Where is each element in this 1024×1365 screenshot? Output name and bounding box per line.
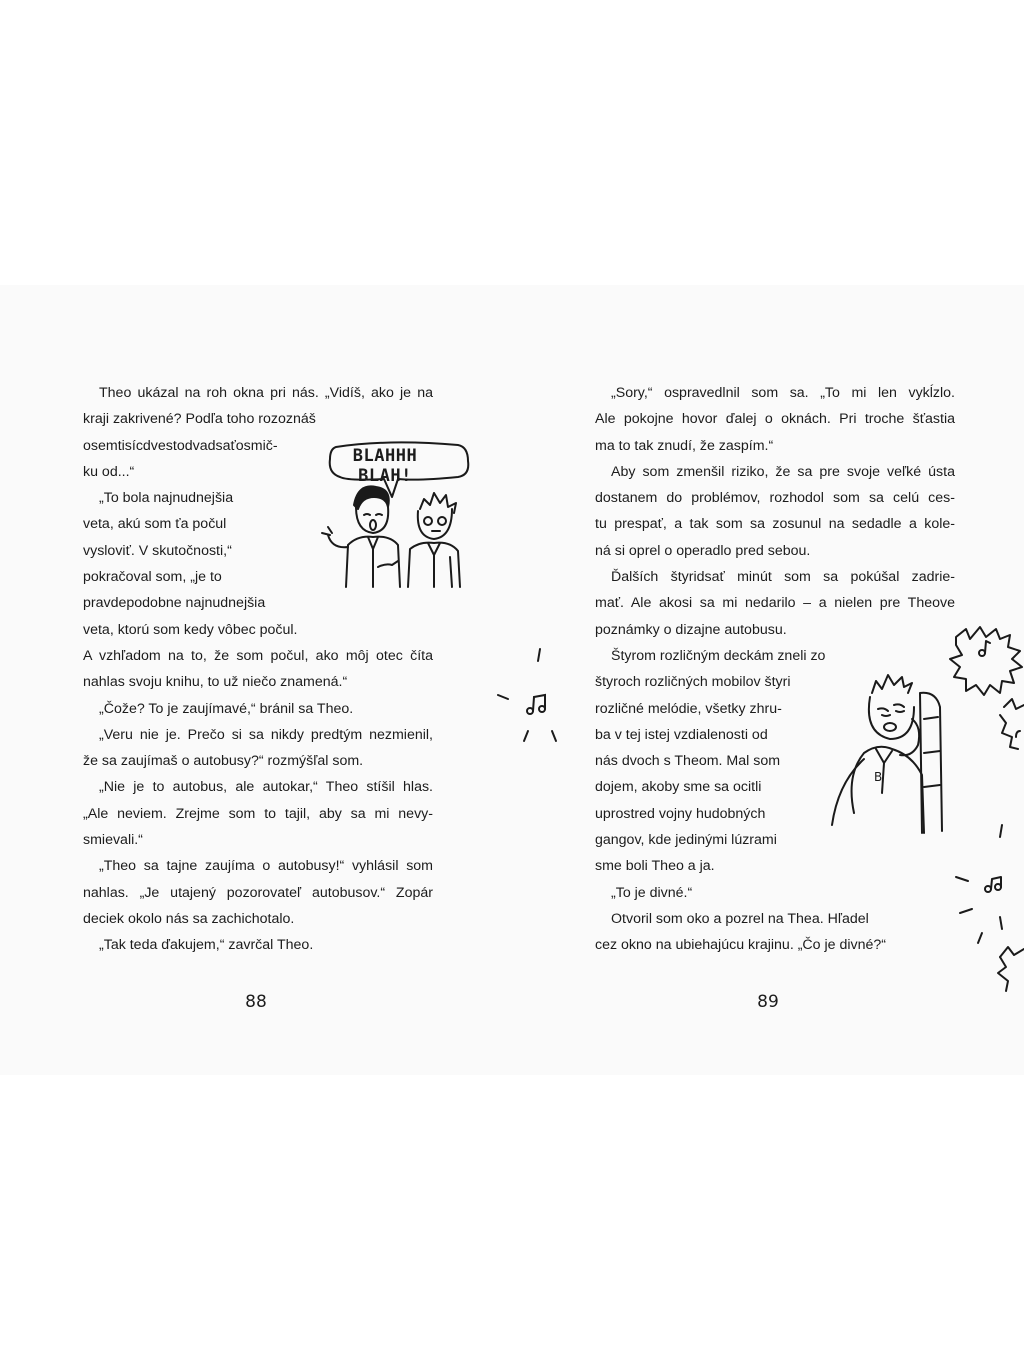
- page-number-left: 88: [245, 992, 267, 1012]
- text-line: Štyrom rozličným deckám zneli zo: [611, 647, 826, 664]
- talking-boys-illustration: [318, 437, 478, 597]
- text-line: dojem, akoby sme sa ocitli: [595, 779, 762, 796]
- right-page: [512, 285, 1024, 1075]
- text-line: sme boli Theo a ja.: [595, 858, 715, 875]
- text-line: štyroch rozličných mobilov štyri: [595, 674, 791, 691]
- text-line: „Čože? To je zaujímavé,“ bránil sa Theo.: [99, 700, 354, 717]
- text-line: Aby som zmenšil riziko, že sa pre svoje veľké ústa: [611, 463, 955, 480]
- text-line: dostanem do problémov, rozhodol som sa celú ces-: [595, 490, 955, 507]
- noise-burst-illustration: [942, 597, 1024, 997]
- text-line: Ale pokojne hovor ďalej o oknách. Pri troche šťastia: [595, 411, 955, 428]
- text-line: Theo ukázal na roh okna pri nás. „Vidíš, ako je na: [99, 385, 433, 401]
- speech-bubble-text: BLAHHH BLAH!: [352, 446, 418, 486]
- text-line: cez okno na ubiehajúcu krajinu. „Čo je divné?“: [595, 937, 887, 954]
- text-line: pravdepodobne najnudnejšia: [83, 595, 266, 612]
- text-line: poznámky o dizajne autobusu.: [595, 621, 787, 638]
- text-line: tu prespať, a tak som sa zosunul na sedadle a kole-: [595, 516, 955, 533]
- text-line: rozličné melódie, všetky zhru-: [595, 700, 782, 717]
- text-line: smievali.“: [83, 832, 143, 849]
- text-line: pokračoval som, „je to: [83, 569, 222, 586]
- sleeping-boy-illustration: [824, 663, 954, 838]
- text-line: kraji zakrivené? Podľa toho rozoznáš: [83, 411, 316, 428]
- text-line: „Veru nie je. Prečo si sa nikdy predtým nezmienil,: [99, 726, 433, 743]
- text-line: uprostred vojny hudobných: [595, 805, 766, 822]
- text-line: „Ale neviem. Zrejme som to tajil, aby sa mi nevy-: [83, 805, 433, 822]
- text-line: „Tak teda ďakujem,“ zavrčal Theo.: [99, 937, 314, 954]
- text-line: veta, akú som ťa počul: [83, 516, 227, 533]
- text-line: nahlas. „Je utajený pozorovateľ autobusov.“ Zopár: [83, 884, 433, 901]
- text-line: Ďalších štyridsať minút som sa pokúšal zadrie-: [611, 569, 955, 586]
- text-line: „To je divné.“: [611, 884, 693, 901]
- text-line: nás dvoch s Theom. Mal som: [595, 753, 781, 770]
- text-line: ná si oprel o operadlo pred sebou.: [595, 542, 811, 559]
- svg-text:B: B: [874, 770, 883, 784]
- page-number-right: 89: [757, 992, 779, 1012]
- text-line: vysloviť. V skutočnosti,“: [83, 542, 232, 559]
- text-line: že sa zaujímaš o autobusy?“ rozmýšľal som.: [83, 753, 364, 770]
- text-line: „To bola najnudnejšia: [99, 490, 234, 507]
- text-line: „Nie je to autobus, ale autokar,“ Theo stíšil hlas.: [99, 779, 433, 796]
- text-line: gangov, kde jedinými lúzrami: [595, 832, 777, 849]
- text-line: Otvoril som oko a pozrel na Thea. Hľadel: [611, 910, 869, 927]
- text-line: ma to tak znudí, že zaspím.“: [595, 437, 774, 454]
- text-line: „Sory,“ ospravedlnil som sa. „To mi len vykĺzlo.: [611, 385, 955, 401]
- text-line: mať. Ale akosi sa mi nedarilo – a nielen pre Theove: [595, 595, 955, 612]
- book-spread: [0, 285, 1024, 1075]
- text-line: osemtisícdvestodvadsaťosmič-: [83, 437, 278, 454]
- text-line: veta, ktorú som kedy vôbec počul.: [83, 621, 298, 638]
- text-line: nahlas svoju knihu, to už niečo znamená.“: [83, 674, 348, 691]
- text-line: A vzhľadom na to, že som počul, ako môj otec číta: [83, 647, 433, 664]
- text-line: deciek okolo nás sa zachichotalo.: [83, 910, 295, 927]
- text-line: ku od...“: [83, 463, 135, 480]
- left-page: [0, 285, 512, 1075]
- text-line: „Theo sa tajne zaujíma o autobusy!“ vyhlásil som: [99, 858, 433, 875]
- text-line: ba v tej istej vzdialenosti od: [595, 726, 768, 743]
